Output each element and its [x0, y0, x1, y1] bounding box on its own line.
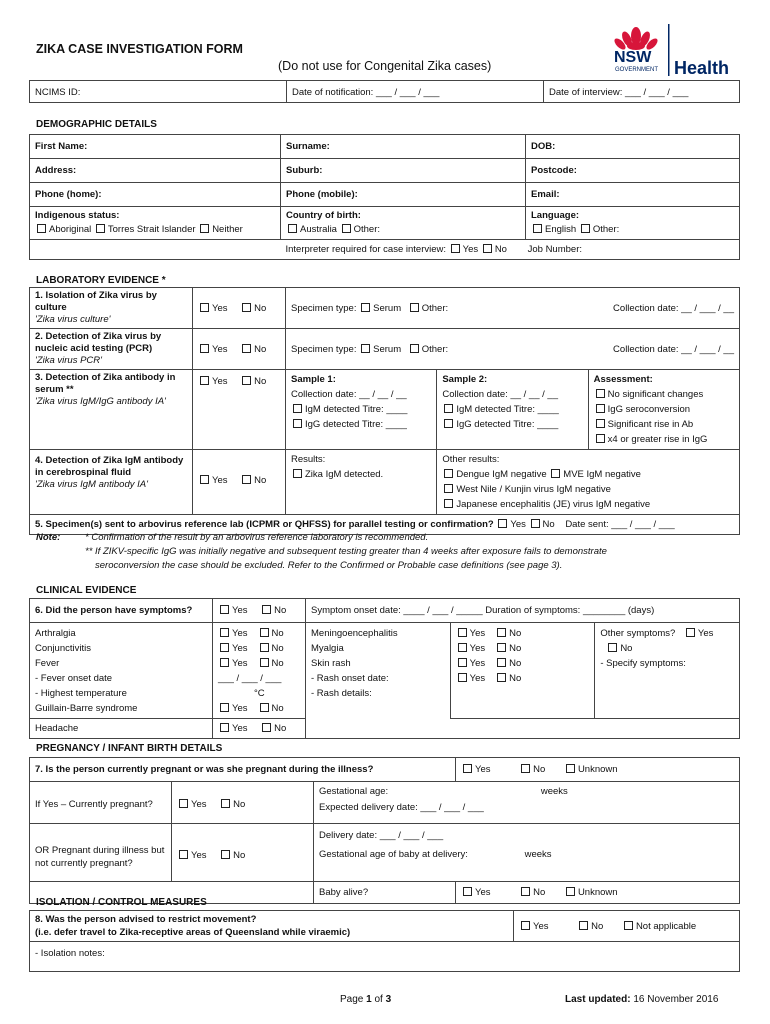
mening-no-checkbox[interactable]	[497, 628, 506, 637]
tsi-label: Torres Strait Islander	[107, 224, 196, 235]
mve-label: MVE IgM negative	[563, 469, 641, 480]
myalgia-yes-label: Yes	[469, 643, 486, 654]
lab-q2-sub: 'Zika virus PCR'	[35, 355, 102, 366]
wnv-checkbox[interactable]	[444, 484, 453, 493]
fever-yes-checkbox[interactable]	[220, 658, 229, 667]
rash-onset-no-label: No	[509, 673, 522, 684]
or-preg-no-checkbox[interactable]	[221, 850, 230, 859]
expected-delivery-field[interactable]: Expected delivery date: ___ / ___ / ___	[319, 802, 484, 813]
rash-onset-yes-label: Yes	[469, 673, 486, 684]
fever-onset-label: - Fever onset date	[35, 673, 113, 684]
lab-q1-other-label: Other:	[421, 303, 449, 314]
lab-q1-no-label: No	[254, 303, 267, 314]
interpreter-yes-checkbox[interactable]	[451, 244, 460, 253]
lab-q3-no-checkbox[interactable]	[242, 376, 251, 385]
country-other-checkbox[interactable]	[342, 224, 351, 233]
highest-temp-label: - Highest temperature	[35, 688, 127, 699]
lab-q1-specimen-label: Specimen type:	[291, 303, 357, 314]
ids-table	[29, 80, 740, 103]
logo-gov-text: GOVERNMENT	[615, 67, 659, 73]
q7-unknown-label: Unknown	[577, 764, 618, 775]
baby-yes-checkbox[interactable]	[463, 887, 472, 896]
sample1-label: Sample 1:	[291, 374, 336, 385]
rash-yes-label: Yes	[469, 658, 486, 669]
mening-no-label: No	[509, 628, 522, 639]
interview-date-field[interactable]: Date of interview: ___ / ___ / ___	[544, 81, 740, 103]
postcode-label: Postcode:	[531, 165, 577, 176]
q7-no-label: No	[533, 764, 546, 775]
symptom-onset-field[interactable]: Symptom onset date: ____ / ___ / _____ Duration of symptoms: ________ (days)	[306, 599, 740, 623]
phone-home-label: Phone (home):	[35, 189, 102, 200]
neither-label: Neither	[212, 224, 243, 235]
lab-q1-other-checkbox[interactable]	[410, 303, 419, 312]
baby-unknown-checkbox[interactable]	[566, 887, 575, 896]
gest-weeks-label: weeks	[540, 786, 568, 797]
wnv-label: West Nile / Kunjin virus IgM negative	[456, 484, 611, 495]
other-symptoms-label: Other symptoms?	[600, 628, 676, 639]
or-preg-no-label: No	[233, 850, 246, 861]
other-symptoms-yes-checkbox[interactable]	[686, 628, 695, 637]
other-symptoms-yes-label: Yes	[697, 628, 714, 639]
clinical-heading: CLINICAL EVIDENCE	[36, 585, 137, 596]
dob-label: DOB:	[531, 141, 556, 152]
fever-yes-label: Yes	[232, 658, 248, 669]
lab-q5-yes-checkbox[interactable]	[498, 519, 507, 528]
fever-label: Fever	[35, 658, 60, 669]
lab-heading: LABORATORY EVIDENCE *	[36, 275, 166, 286]
q8-no-checkbox[interactable]	[579, 921, 588, 930]
lab-table	[29, 287, 740, 535]
baby-no-label: No	[533, 887, 546, 898]
q8-yes-label: Yes	[533, 921, 549, 932]
lab-q1-sub: 'Zika virus culture'	[35, 314, 111, 325]
myalgia-no-label: No	[509, 643, 522, 654]
gbs-yes-label: Yes	[232, 703, 248, 714]
q8-title: 8. Was the person advised to restrict movement?	[35, 914, 257, 925]
tsi-checkbox[interactable]	[96, 224, 105, 233]
other-symptoms-no-label: No	[620, 643, 633, 654]
phone-mobile-label: Phone (mobile):	[286, 189, 358, 200]
baby-no-checkbox[interactable]	[521, 887, 530, 896]
q8-no-label: No	[591, 921, 604, 932]
dengue-checkbox[interactable]	[444, 469, 453, 478]
interpreter-label: Interpreter required for case interview:	[285, 244, 447, 255]
conj-yes-checkbox[interactable]	[220, 643, 229, 652]
lab-q2-collection-date[interactable]: Collection date: __ / ___ / __	[613, 344, 734, 355]
ncims-field[interactable]: NCIMS ID:	[30, 81, 287, 103]
page-number	[340, 994, 391, 1005]
myalgia-no-checkbox[interactable]	[497, 643, 506, 652]
lab-q4-no-label: No	[254, 475, 267, 486]
last-updated-label: Last updated:	[565, 994, 631, 1005]
rash-onset-label: - Rash onset date:	[311, 673, 389, 684]
sig-rise-label: Significant rise in Ab	[607, 419, 694, 430]
headache-label: Headache	[30, 719, 213, 739]
arthralgia-no-checkbox[interactable]	[260, 628, 269, 637]
sample1-igm-checkbox[interactable]	[293, 404, 302, 413]
arthralgia-yes-label: Yes	[232, 628, 248, 639]
interpreter-yes-label: Yes	[462, 244, 479, 255]
gest-age-label: Gestational age:	[319, 786, 389, 797]
lab-q2-specimen-label: Specimen type:	[291, 344, 357, 355]
note-3: seroconversion the case should be excluded. Refer to the Confirmed or Probable case definitions (see page 3).	[95, 560, 563, 571]
notification-date-field[interactable]: Date of notification: ___ / ___ / ___	[287, 81, 544, 103]
arthralgia-no-label: No	[271, 628, 284, 639]
page-total: 3	[385, 994, 392, 1005]
lab-q2-other-label: Other:	[421, 344, 449, 355]
igg-sero-checkbox[interactable]	[596, 404, 605, 413]
form-subtitle: (Do not use for Congenital Zika cases)	[278, 59, 492, 73]
suburb-label: Suburb:	[286, 165, 323, 176]
conj-no-checkbox[interactable]	[260, 643, 269, 652]
address-label: Address:	[35, 165, 77, 176]
country-label: Country of birth:	[286, 210, 361, 221]
sample1-igg-label: IgG detected Titre: ____	[305, 419, 407, 430]
lab-q2-yes-label: Yes	[212, 344, 228, 355]
q6-no-checkbox[interactable]	[262, 605, 271, 614]
logo-health-text: Health	[674, 58, 730, 78]
assessment-label: Assessment:	[593, 374, 653, 385]
q7-title: 7. Is the person currently pregnant or was she pregnant during the illness?	[35, 764, 374, 775]
clinical-table	[29, 598, 740, 739]
waratah-icon	[612, 22, 740, 78]
zika-igm-checkbox[interactable]	[293, 469, 302, 478]
lab-q4-title: 4. Detection of Zika IgM antibody in cerebrospinal fluid	[35, 455, 184, 478]
mening-yes-checkbox[interactable]	[458, 628, 467, 637]
language-label: Language:	[531, 210, 580, 221]
lab-q3-yes-label: Yes	[212, 376, 228, 387]
currently-pregnant-label: If Yes – Currently pregnant?	[30, 782, 172, 824]
lab-q1-serum-label: Serum	[373, 303, 402, 314]
dengue-label: Dengue IgM negative	[456, 469, 547, 480]
q6-yes-label: Yes	[232, 605, 248, 616]
sample2-igg-checkbox[interactable]	[444, 419, 453, 428]
q7-yes-label: Yes	[475, 764, 491, 775]
lab-q1-yes-checkbox[interactable]	[200, 303, 209, 312]
demographic-table	[29, 134, 740, 260]
arthralgia-yes-checkbox[interactable]	[220, 628, 229, 637]
sample2-label: Sample 2:	[442, 374, 488, 385]
x4-checkbox[interactable]	[596, 434, 605, 443]
lab-q3-sub: 'Zika virus IgM/IgG antibody IA'	[35, 396, 166, 407]
lab-q4-yes-label: Yes	[212, 475, 228, 486]
lab-q3-no-label: No	[254, 376, 267, 387]
lab-q2-other-checkbox[interactable]	[410, 344, 419, 353]
no-sig-label: No significant changes	[607, 389, 704, 400]
last-updated	[565, 994, 718, 1005]
lab-q3-title: 3. Detection of Zika antibody in serum **	[35, 372, 176, 395]
lab-q3-yes-checkbox[interactable]	[200, 376, 209, 385]
gbs-yes-checkbox[interactable]	[220, 703, 229, 712]
indigenous-label: Indigenous status:	[35, 210, 120, 221]
lab-q2-title: 2. Detection of Zika virus by nucleic acid testing (PCR)	[35, 331, 162, 354]
rash-onset-no-checkbox[interactable]	[497, 673, 506, 682]
english-checkbox[interactable]	[533, 224, 542, 233]
headache-yes-label: Yes	[232, 723, 248, 734]
zika-igm-label: Zika IgM detected.	[305, 469, 384, 480]
q6-yes-checkbox[interactable]	[220, 605, 229, 614]
other-results-label: Other results:	[442, 454, 500, 465]
q8-na-label: Not applicable	[635, 921, 697, 932]
rash-no-checkbox[interactable]	[497, 658, 506, 667]
first-name-label: First Name:	[35, 141, 88, 152]
lab-q2-yes-checkbox[interactable]	[200, 344, 209, 353]
isolation-heading: ISOLATION / CONTROL MEASURES	[36, 897, 207, 908]
lab-q1-no-checkbox[interactable]	[242, 303, 251, 312]
sig-rise-checkbox[interactable]	[596, 419, 605, 428]
sample2-collection-date[interactable]: Collection date: __ / __ / __	[442, 389, 558, 400]
conj-yes-label: Yes	[232, 643, 248, 654]
isolation-notes-field[interactable]: - Isolation notes:	[30, 942, 740, 972]
q6-no-label: No	[274, 605, 287, 616]
temp-unit-label: °C	[254, 688, 265, 699]
fever-onset-date-field[interactable]: ___ / ___ / ___	[218, 673, 282, 684]
note-2: ** If ZIKV-specific IgG was initially negative and subsequent testing greater than 4 weeks after exposure fails to demonstrate	[85, 546, 607, 557]
or-pregnant-label: OR Pregnant during illness but not currently pregnant?	[30, 824, 172, 882]
rash-details-label: - Rash details:	[311, 688, 372, 699]
mening-yes-label: Yes	[469, 628, 486, 639]
no-sig-checkbox[interactable]	[596, 389, 605, 398]
x4-label: x4 or greater rise in IgG	[607, 434, 708, 445]
nsw-health-logo	[612, 22, 740, 78]
sample1-igm-label: IgM detected Titre: ____	[305, 404, 408, 415]
baby-yes-label: Yes	[475, 887, 491, 898]
igg-sero-label: IgG seroconversion	[607, 404, 691, 415]
pregnancy-heading: PREGNANCY / INFANT BIRTH DETAILS	[36, 743, 223, 754]
rash-no-label: No	[509, 658, 522, 669]
rash-onset-yes-checkbox[interactable]	[458, 673, 467, 682]
baby-alive-label: Baby alive?	[314, 882, 456, 904]
mve-checkbox[interactable]	[551, 469, 560, 478]
australia-label: Australia	[300, 224, 337, 235]
currently-yes-checkbox[interactable]	[179, 799, 188, 808]
mening-label: Meningoencephalitis	[311, 628, 398, 639]
arthralgia-label: Arthralgia	[35, 628, 76, 639]
neither-checkbox[interactable]	[200, 224, 209, 233]
sample2-igm-label: IgM detected Titre: ____	[456, 404, 559, 415]
q6-title: 6. Did the person have symptoms?	[35, 605, 193, 616]
other-symptoms-no-checkbox[interactable]	[608, 643, 617, 652]
or-preg-yes-label: Yes	[191, 850, 207, 861]
q8-na-checkbox[interactable]	[624, 921, 633, 930]
specify-symptoms-label: - Specify symptoms:	[600, 658, 686, 669]
gest-baby-label: Gestational age of baby at delivery:	[319, 849, 468, 860]
australia-checkbox[interactable]	[288, 224, 297, 233]
headache-no-label: No	[274, 723, 287, 734]
interpreter-no-checkbox[interactable]	[483, 244, 492, 253]
lab-q4-yes-checkbox[interactable]	[200, 475, 209, 484]
headache-no-checkbox[interactable]	[262, 723, 271, 732]
surname-label: Surname:	[286, 141, 330, 152]
gest-baby-weeks-label: weeks	[524, 849, 552, 860]
or-preg-yes-checkbox[interactable]	[179, 850, 188, 859]
interpreter-no-label: No	[494, 244, 507, 255]
currently-no-checkbox[interactable]	[221, 799, 230, 808]
rash-yes-checkbox[interactable]	[458, 658, 467, 667]
page-prefix: Page	[340, 994, 367, 1005]
headache-yes-checkbox[interactable]	[220, 723, 229, 732]
language-other-label: Other:	[592, 224, 620, 235]
page-of: of	[371, 994, 386, 1005]
sample2-igg-label: IgG detected Titre: ____	[456, 419, 559, 430]
q8-sub: (i.e. defer travel to Zika-receptive areas of Queensland while viraemic)	[35, 927, 351, 938]
lab-q4-sub: 'Zika virus IgM antibody IA'	[35, 479, 148, 490]
demographic-heading: DEMOGRAPHIC DETAILS	[36, 119, 157, 130]
lab-q5-no-label: No	[542, 519, 555, 530]
gbs-no-label: No	[271, 703, 284, 714]
sample1-collection-date[interactable]: Collection date: __ / __ / __	[291, 389, 407, 400]
sample1-igg-checkbox[interactable]	[293, 419, 302, 428]
language-other-checkbox[interactable]	[581, 224, 590, 233]
lab-q2-serum-checkbox[interactable]	[361, 344, 370, 353]
q7-yes-checkbox[interactable]	[463, 764, 472, 773]
lab-q1-serum-checkbox[interactable]	[361, 303, 370, 312]
lab-q1-yes-label: Yes	[212, 303, 228, 314]
job-number-label: Job Number:	[527, 244, 582, 255]
delivery-date-field[interactable]: Delivery date: ___ / ___ / ___	[319, 830, 444, 841]
results-label: Results:	[291, 454, 326, 465]
lab-q1-collection-date[interactable]: Collection date: __ / ___ / __	[613, 303, 734, 314]
je-checkbox[interactable]	[444, 499, 453, 508]
sample2-igm-checkbox[interactable]	[444, 404, 453, 413]
gbs-label: Guillain-Barre syndrome	[35, 703, 138, 714]
note-1: * Confirmation of the result by an arbovirus reference laboratory is recommended.	[85, 532, 429, 543]
lab-q5-yes-label: Yes	[510, 519, 526, 530]
lab-q1-title: 1. Isolation of Zika virus by culture	[35, 290, 157, 313]
email-label: Email:	[531, 189, 560, 200]
q7-no-checkbox[interactable]	[521, 764, 530, 773]
aboriginal-checkbox[interactable]	[37, 224, 46, 233]
page-num: 1	[366, 994, 372, 1005]
lab-q5-no-checkbox[interactable]	[531, 519, 540, 528]
myalgia-label: Myalgia	[311, 643, 344, 654]
fever-no-checkbox[interactable]	[260, 658, 269, 667]
baby-unknown-label: Unknown	[577, 887, 618, 898]
pregnancy-table	[29, 757, 740, 904]
lab-q2-serum-label: Serum	[373, 344, 402, 355]
q7-unknown-checkbox[interactable]	[566, 764, 575, 773]
date-sent-field[interactable]: Date sent: ___ / ___ / ___	[565, 519, 675, 530]
q8-yes-checkbox[interactable]	[521, 921, 530, 930]
logo-nsw-text: NSW	[614, 49, 652, 66]
fever-no-label: No	[271, 658, 284, 669]
note-label: Note:	[36, 532, 61, 543]
lab-q4-no-checkbox[interactable]	[242, 475, 251, 484]
lab-q2-no-label: No	[254, 344, 267, 355]
english-label: English	[545, 224, 577, 235]
conj-no-label: No	[271, 643, 284, 654]
je-label: Japanese encephalitis (JE) virus IgM negative	[456, 499, 651, 510]
conjunctivitis-label: Conjunctivitis	[35, 643, 91, 654]
myalgia-yes-checkbox[interactable]	[458, 643, 467, 652]
last-updated-date: 16 November 2016	[630, 994, 719, 1005]
gbs-no-checkbox[interactable]	[260, 703, 269, 712]
country-other-label: Other:	[353, 224, 381, 235]
lab-q5-title: 5. Specimen(s) sent to arbovirus reference lab (ICPMR or QHFSS) for parallel testing or confirmation?	[35, 519, 494, 530]
currently-yes-label: Yes	[191, 799, 207, 810]
lab-q2-no-checkbox[interactable]	[242, 344, 251, 353]
isolation-table	[29, 910, 740, 972]
currently-no-label: No	[233, 799, 246, 810]
aboriginal-label: Aboriginal	[49, 224, 92, 235]
rash-label: Skin rash	[311, 658, 351, 669]
form-title: ZIKA CASE INVESTIGATION FORM	[36, 42, 243, 56]
